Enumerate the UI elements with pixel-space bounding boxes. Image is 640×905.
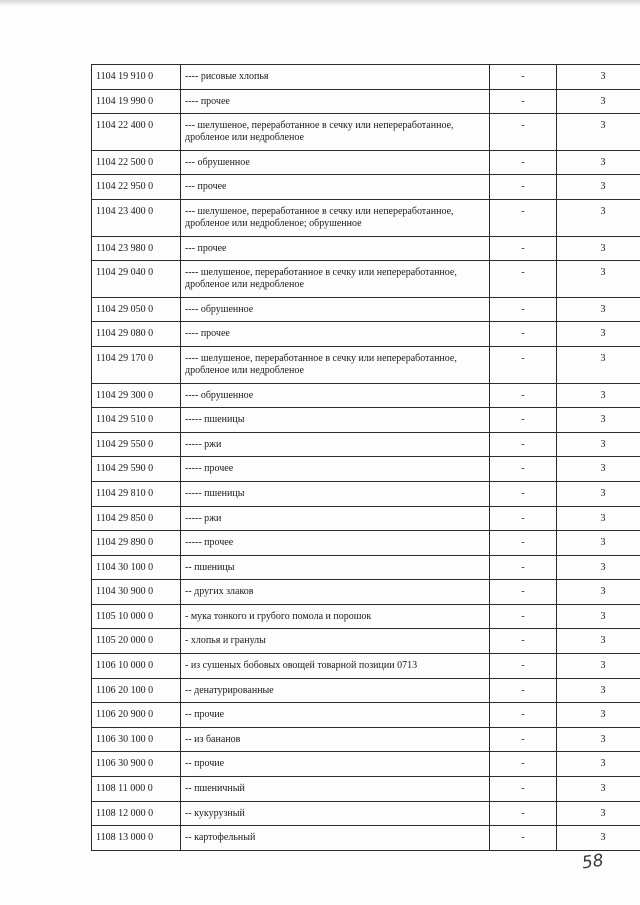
description-cell: --- шелушеное, переработанное в сечку или непереработанное, дробленое или недробленое; обрушенное [181, 199, 490, 236]
dash-cell: - [490, 727, 557, 752]
table-row [92, 89, 640, 114]
description-cell: --- обрушенное [181, 150, 490, 175]
tnved-code-cell: 1104 29 850 0 [92, 506, 181, 531]
description-cell: ---- обрушенное [181, 297, 490, 322]
table-row [92, 531, 640, 556]
dash-cell: - [490, 481, 557, 506]
tnved-code-cell: 1104 29 510 0 [92, 408, 181, 433]
table-row [92, 826, 640, 851]
table-row [92, 801, 640, 826]
table-row [92, 678, 640, 703]
table-row [92, 383, 640, 408]
tnved-code-cell: 1106 20 100 0 [92, 678, 181, 703]
rate-cell: 3 [557, 826, 640, 851]
dash-cell: - [490, 261, 557, 298]
table-row [92, 777, 640, 802]
table-row [92, 481, 640, 506]
dash-cell: - [490, 457, 557, 482]
table-row [92, 346, 640, 383]
table-row [92, 457, 640, 482]
dash-cell: - [490, 801, 557, 826]
tnved-code-cell: 1104 30 900 0 [92, 580, 181, 605]
description-cell: - мука тонкого и грубого помола и порошок [181, 604, 490, 629]
dash-cell: - [490, 531, 557, 556]
table-row [92, 703, 640, 728]
dash-cell: - [490, 678, 557, 703]
rate-cell: 3 [557, 555, 640, 580]
dash-cell: - [490, 604, 557, 629]
description-cell: -- пшеничный [181, 777, 490, 802]
rate-cell: 3 [557, 457, 640, 482]
tnved-code-cell: 1104 22 500 0 [92, 150, 181, 175]
dash-cell: - [490, 65, 557, 90]
rate-cell: 3 [557, 346, 640, 383]
table-row [92, 408, 640, 433]
table-row [92, 752, 640, 777]
rate-cell: 3 [557, 580, 640, 605]
tnved-code-cell: 1106 10 000 0 [92, 654, 181, 679]
dash-cell: - [490, 322, 557, 347]
description-cell: ----- прочее [181, 457, 490, 482]
tnved-code-cell: 1104 29 890 0 [92, 531, 181, 556]
rate-cell: 3 [557, 114, 640, 151]
table-row [92, 322, 640, 347]
rate-cell: 3 [557, 604, 640, 629]
rate-cell: 3 [557, 65, 640, 90]
description-cell: ----- ржи [181, 506, 490, 531]
rate-cell: 3 [557, 175, 640, 200]
description-cell: ---- прочее [181, 89, 490, 114]
dash-cell: - [490, 150, 557, 175]
tnved-code-cell: 1104 23 980 0 [92, 236, 181, 261]
scan-top-edge [0, 0, 640, 6]
table-row [92, 580, 640, 605]
table-row [92, 506, 640, 531]
dash-cell: - [490, 703, 557, 728]
table-row [92, 727, 640, 752]
tnved-code-cell: 1106 20 900 0 [92, 703, 181, 728]
rate-cell: 3 [557, 531, 640, 556]
rate-cell: 3 [557, 236, 640, 261]
dash-cell: - [490, 114, 557, 151]
table-row [92, 604, 640, 629]
description-cell: -- пшеницы [181, 555, 490, 580]
rate-cell: 3 [557, 150, 640, 175]
description-cell: ---- прочее [181, 322, 490, 347]
description-cell: ---- рисовые хлопья [181, 65, 490, 90]
description-cell: -- картофельный [181, 826, 490, 851]
dash-cell: - [490, 432, 557, 457]
tnved-code-cell: 1104 29 810 0 [92, 481, 181, 506]
rate-cell: 3 [557, 89, 640, 114]
tariff-table-body [92, 65, 640, 851]
tnved-code-cell: 1108 13 000 0 [92, 826, 181, 851]
tnved-code-cell: 1108 11 000 0 [92, 777, 181, 802]
description-cell: -- из бананов [181, 727, 490, 752]
tnved-code-cell: 1104 29 050 0 [92, 297, 181, 322]
rate-cell: 3 [557, 777, 640, 802]
rate-cell: 3 [557, 383, 640, 408]
table-row [92, 114, 640, 151]
tnved-code-cell: 1104 22 400 0 [92, 114, 181, 151]
description-cell: --- прочее [181, 175, 490, 200]
dash-cell: - [490, 654, 557, 679]
tnved-code-cell: 1104 19 910 0 [92, 65, 181, 90]
rate-cell: 3 [557, 481, 640, 506]
tnved-code-cell: 1104 29 590 0 [92, 457, 181, 482]
description-cell: -- других злаков [181, 580, 490, 605]
tnved-code-cell: 1104 29 550 0 [92, 432, 181, 457]
tnved-code-cell: 1106 30 100 0 [92, 727, 181, 752]
description-cell: ---- обрушенное [181, 383, 490, 408]
dash-cell: - [490, 89, 557, 114]
table-row [92, 175, 640, 200]
description-cell: ----- пшеницы [181, 408, 490, 433]
tariff-table [91, 64, 640, 851]
table-row [92, 297, 640, 322]
dash-cell: - [490, 777, 557, 802]
handwritten-page-number: 58 [580, 850, 605, 874]
tnved-code-cell: 1108 12 000 0 [92, 801, 181, 826]
table-row [92, 261, 640, 298]
rate-cell: 3 [557, 727, 640, 752]
rate-cell: 3 [557, 629, 640, 654]
rate-cell: 3 [557, 801, 640, 826]
table-row [92, 236, 640, 261]
tnved-code-cell: 1104 29 170 0 [92, 346, 181, 383]
description-cell: - из сушеных бобовых овощей товарной позиции 0713 [181, 654, 490, 679]
description-cell: ----- ржи [181, 432, 490, 457]
tnved-code-cell: 1104 19 990 0 [92, 89, 181, 114]
tnved-code-cell: 1104 29 080 0 [92, 322, 181, 347]
rate-cell: 3 [557, 506, 640, 531]
dash-cell: - [490, 580, 557, 605]
table-row [92, 629, 640, 654]
tnved-code-cell: 1106 30 900 0 [92, 752, 181, 777]
description-cell: ----- прочее [181, 531, 490, 556]
description-cell: - хлопья и гранулы [181, 629, 490, 654]
rate-cell: 3 [557, 261, 640, 298]
tnved-code-cell: 1104 29 300 0 [92, 383, 181, 408]
rate-cell: 3 [557, 432, 640, 457]
table-row [92, 150, 640, 175]
description-cell: --- прочее [181, 236, 490, 261]
table-row [92, 555, 640, 580]
tnved-code-cell: 1105 10 000 0 [92, 604, 181, 629]
dash-cell: - [490, 629, 557, 654]
table-row [92, 432, 640, 457]
dash-cell: - [490, 555, 557, 580]
tnved-code-cell: 1104 29 040 0 [92, 261, 181, 298]
dash-cell: - [490, 506, 557, 531]
rate-cell: 3 [557, 703, 640, 728]
dash-cell: - [490, 408, 557, 433]
description-cell: ----- пшеницы [181, 481, 490, 506]
dash-cell: - [490, 346, 557, 383]
rate-cell: 3 [557, 678, 640, 703]
description-cell: ---- шелушеное, переработанное в сечку или непереработанное, дробленое или недробленое [181, 346, 490, 383]
description-cell: --- шелушеное, переработанное в сечку или непереработанное, дробленое или недробленое [181, 114, 490, 151]
tnved-code-cell: 1104 30 100 0 [92, 555, 181, 580]
rate-cell: 3 [557, 654, 640, 679]
description-cell: -- прочие [181, 752, 490, 777]
tnved-code-cell: 1105 20 000 0 [92, 629, 181, 654]
dash-cell: - [490, 297, 557, 322]
dash-cell: - [490, 752, 557, 777]
dash-cell: - [490, 826, 557, 851]
dash-cell: - [490, 175, 557, 200]
dash-cell: - [490, 383, 557, 408]
description-cell: -- кукурузный [181, 801, 490, 826]
description-cell: -- прочие [181, 703, 490, 728]
description-cell: ---- шелушеное, переработанное в сечку или непереработанное, дробленое или недробленое [181, 261, 490, 298]
table-row [92, 199, 640, 236]
table-row [92, 65, 640, 90]
rate-cell: 3 [557, 322, 640, 347]
dash-cell: - [490, 199, 557, 236]
rate-cell: 3 [557, 199, 640, 236]
rate-cell: 3 [557, 297, 640, 322]
rate-cell: 3 [557, 752, 640, 777]
dash-cell: - [490, 236, 557, 261]
table-row [92, 654, 640, 679]
rate-cell: 3 [557, 408, 640, 433]
tnved-code-cell: 1104 23 400 0 [92, 199, 181, 236]
tnved-code-cell: 1104 22 950 0 [92, 175, 181, 200]
description-cell: -- денатурированные [181, 678, 490, 703]
